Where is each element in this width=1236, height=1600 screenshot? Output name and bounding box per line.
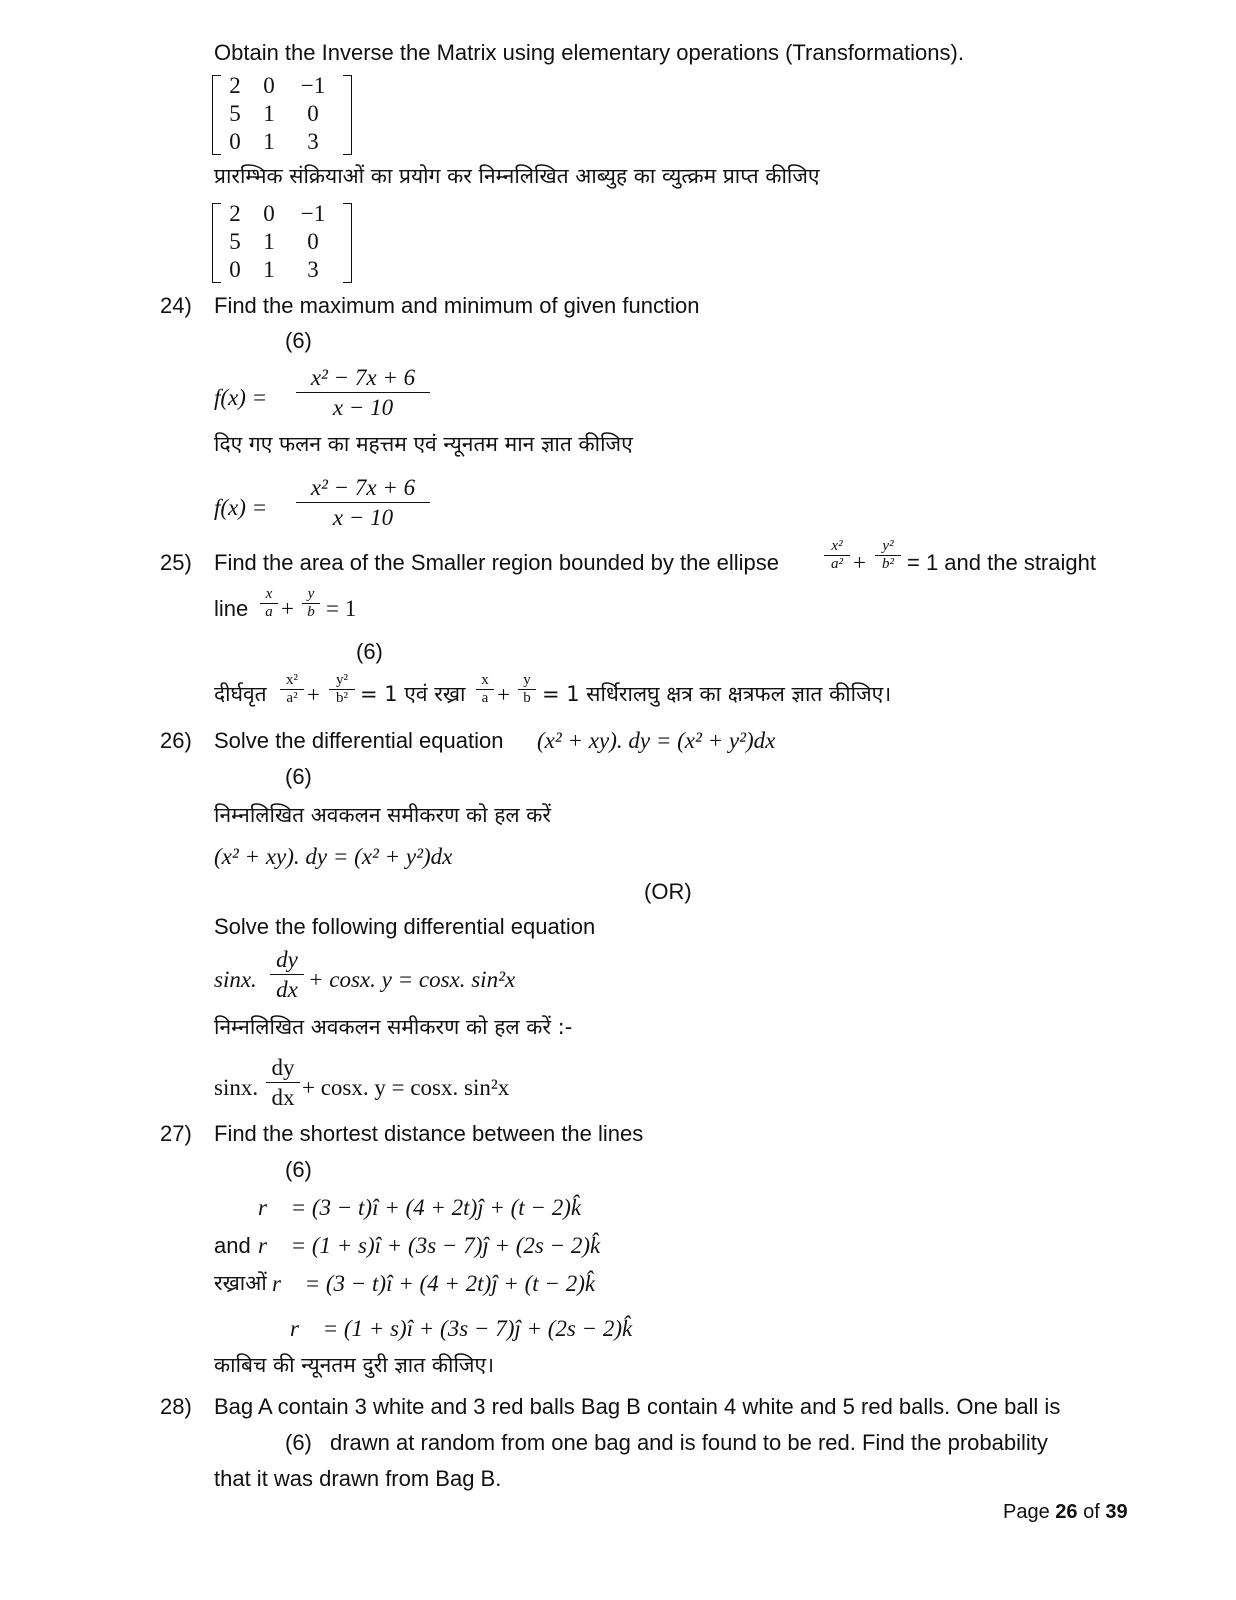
q25-marks: (6) xyxy=(356,639,383,664)
q24-fraction xyxy=(296,366,430,419)
q25-hindi-eq1: = 1 एवं रख्रा xyxy=(360,682,466,706)
q24-fx: f(x) = xyxy=(214,385,268,410)
q25-hindi-eq2: = 1 सर्धिरालघु क्षत्र का क्षत्रफल ज्ञात कीजिए। xyxy=(542,682,892,706)
q25-hi-frac-x2a2: x² a² xyxy=(280,673,304,706)
q25-hi-frac-y2b2: y² b² xyxy=(329,673,355,706)
q25-line-word: line xyxy=(214,596,249,621)
q26-hindi: निम्नलिखित अवकलन समीकरण को हल करें xyxy=(214,803,551,827)
q28-line2: drawn at random from one bag and is found to be red. Find the probability xyxy=(330,1430,1048,1455)
q27-hindi-prefix: रख्राओं xyxy=(214,1271,267,1295)
q24-numerator: x² − 7x + 6 xyxy=(310,365,416,390)
q25-hindi-a: दीर्घवृत xyxy=(214,682,267,706)
q27-english: Find the shortest distance between the lines xyxy=(214,1121,644,1146)
q26-dydx: dy dx xyxy=(270,948,304,1001)
q25-eq2: = 1 xyxy=(326,596,357,621)
q25-plus-2: + xyxy=(281,596,294,621)
q24-marks: (6) xyxy=(285,328,312,353)
q27-marks: (6) xyxy=(285,1157,312,1182)
q23-english: Obtain the Inverse the Matrix using elementary operations (Transformations). xyxy=(214,40,964,65)
q24-english: Find the maximum and minimum of given function xyxy=(214,293,700,318)
q26-dydx-r: dy dx xyxy=(266,1056,300,1109)
matrix-table: 2 0 −1 5 1 0 0 1 3 xyxy=(229,73,326,154)
q27-line1-hi: r⃗ = (3 − t)î + (4 + 2t)ĵ + (t − 2)k̂ xyxy=(272,1271,596,1296)
q26-english2: Solve the following differential equation xyxy=(214,914,596,939)
page-number: 26 xyxy=(1055,1501,1078,1523)
q25-frac-yb: y b xyxy=(302,587,320,620)
q28-line1: Bag A contain 3 white and 3 red balls Bag B contain 4 white and 5 red balls. One ball is xyxy=(214,1394,1061,1419)
q24-fx-2: f(x) = xyxy=(214,495,268,520)
q25-eq1: = 1 and the straight xyxy=(907,550,1096,575)
q26-eq2-left-r: sinx. xyxy=(214,1075,259,1100)
q26-eq2-left: sinx. xyxy=(214,967,257,992)
q24-hindi: दिए गए फलन का महत्तम एवं न्यूनतम मान ज्ञात कीजिए xyxy=(214,432,633,456)
q23-matrix-en xyxy=(212,75,352,155)
q27-and: and xyxy=(214,1233,251,1258)
q27-line1: r⃗ = (3 − t)î + (4 + 2t)ĵ + (t − 2)k̂ xyxy=(258,1195,582,1220)
q26-or: (OR) xyxy=(644,879,692,904)
q25-hi-frac-yb: y b xyxy=(518,673,536,706)
q28-marks: (6) xyxy=(285,1430,312,1455)
q26-number: 26) xyxy=(160,728,192,753)
q25-hi-frac-xa: x a xyxy=(476,673,494,706)
q25-number: 25) xyxy=(160,550,192,575)
q28-number: 28) xyxy=(160,1394,192,1419)
q27-line2: r⃗ = (1 + s)î + (3s − 7)ĵ + (2s − 2)k̂ xyxy=(258,1233,601,1258)
q26-eq2-right-r: + cosx. y = cosx. sin²x xyxy=(302,1075,510,1100)
q25-frac-xa: x a xyxy=(260,587,278,620)
page-of: of xyxy=(1083,1501,1100,1523)
q23-matrix-hi xyxy=(212,203,352,283)
q27-number: 27) xyxy=(160,1121,192,1146)
q24-number: 24) xyxy=(160,293,192,318)
q26-marks: (6) xyxy=(285,764,312,789)
q24-numerator-2: x² − 7x + 6 xyxy=(310,475,416,500)
q27-line2-hi: r⃗ = (1 + s)î + (3s − 7)ĵ + (2s − 2)k̂ xyxy=(290,1316,633,1341)
q24-fraction-2 xyxy=(296,476,430,529)
page-footer xyxy=(1003,1502,1128,1522)
page-prefix: Page xyxy=(1003,1501,1050,1523)
q26-english: Solve the differential equation xyxy=(214,728,504,753)
q25-frac-y2b2: y² b² xyxy=(875,539,901,572)
page-total: 39 xyxy=(1105,1501,1128,1523)
q26-eq2-right: + cosx. y = cosx. sin²x xyxy=(308,967,516,992)
matrix-table: 2 0 −1 5 1 0 0 1 3 xyxy=(229,201,326,282)
q27-hindi: काबिच की न्यूनतम दुरी ज्ञात कीजिए। xyxy=(214,1353,495,1377)
q25-english-a: Find the area of the Smaller region bounded by the ellipse xyxy=(214,550,780,575)
q24-denominator-2: x − 10 xyxy=(332,505,394,530)
q25-plus: + xyxy=(853,550,866,575)
q28-line3: that it was drawn from Bag B. xyxy=(214,1466,502,1491)
q26-hindi2: निम्नलिखित अवकलन समीकरण को हल करें :- xyxy=(214,1015,573,1039)
q26-equation-2: (x² + xy). dy = (x² + y²)dx xyxy=(214,844,453,869)
q25-hi-plus-2: + xyxy=(497,682,510,707)
q26-equation: (x² + xy). dy = (x² + y²)dx xyxy=(537,728,776,753)
q25-hi-plus: + xyxy=(307,682,320,707)
q25-frac-x2a2: x² a² xyxy=(824,539,850,572)
q23-hindi: प्रारम्भिक संक्रियाओं का प्रयोग कर निम्नलिखित आब्युह का व्युत्क्रम प्राप्त कीजिए xyxy=(214,164,820,188)
q24-denominator: x − 10 xyxy=(332,395,394,420)
